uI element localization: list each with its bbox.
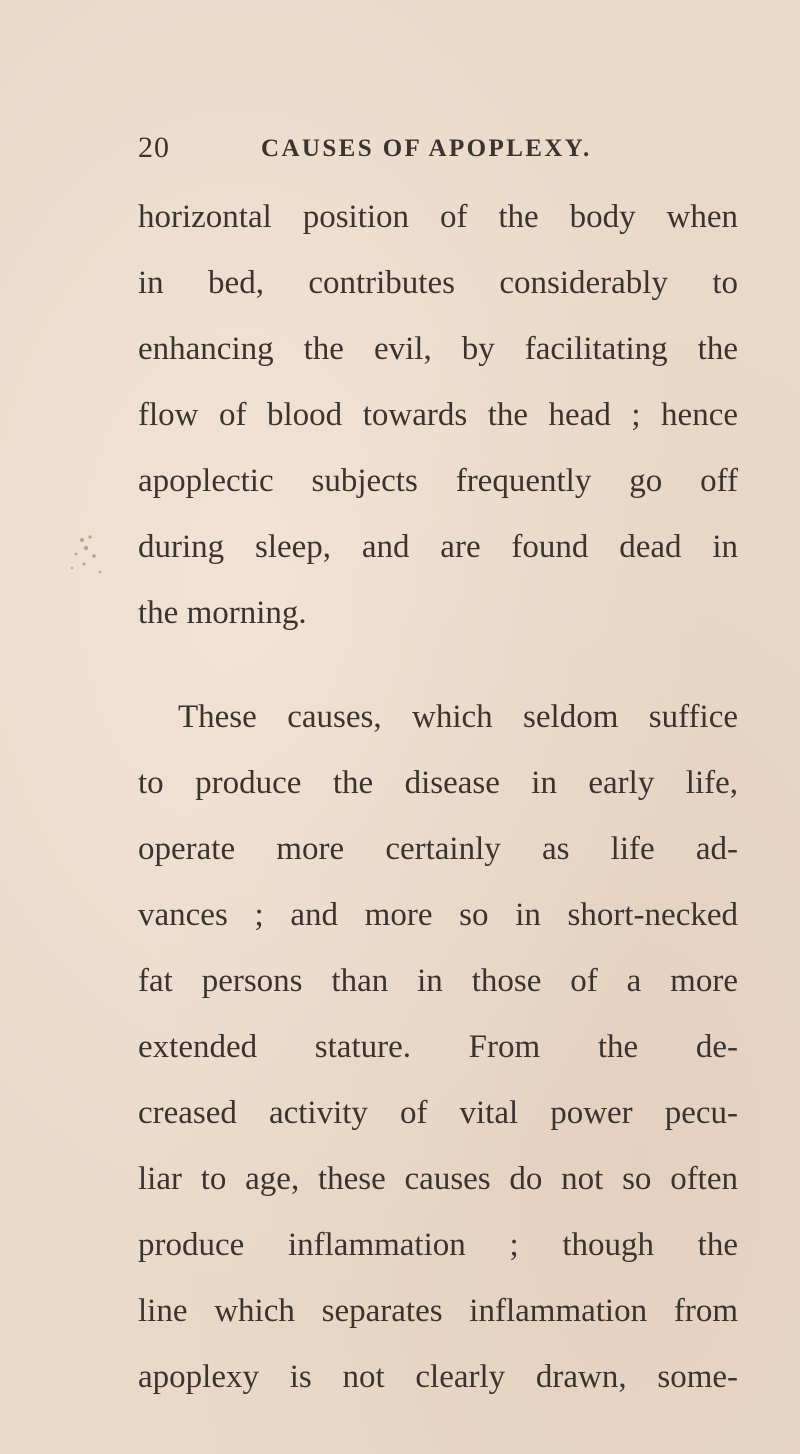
margin-stain-icon xyxy=(60,528,120,578)
running-head: CAUSES OF APOPLEXY. xyxy=(261,135,592,162)
text-line: to produce the disease in early life, xyxy=(138,765,738,801)
text-line: vances ; and more so in short-necked xyxy=(138,897,738,933)
text-line: apoplectic subjects frequently go off xyxy=(138,463,738,499)
text-line: extended stature. From the de- xyxy=(138,1029,738,1065)
text-line: fat persons than in those of a more xyxy=(138,963,738,999)
text-line: These causes, which seldom suffice xyxy=(178,699,738,735)
page-number: 20 xyxy=(138,131,170,164)
text-line: the morning. xyxy=(138,595,307,631)
text-line: liar to age, these causes do not so often xyxy=(138,1161,738,1197)
text-line: in bed, contributes considerably to xyxy=(138,265,738,301)
text-line: enhancing the evil, by facilitating the xyxy=(138,331,738,367)
paragraph xyxy=(138,688,738,1414)
text-line: creased activity of vital power pecu- xyxy=(138,1095,738,1131)
text-line: produce inflammation ; though the xyxy=(138,1227,738,1263)
paragraph-gap xyxy=(138,650,738,688)
text-line: apoplexy is not clearly drawn, some- xyxy=(138,1359,738,1395)
text-line: flow of blood towards the head ; hence xyxy=(138,397,738,433)
text-line: line which separates inflammation from xyxy=(138,1293,738,1329)
paragraph xyxy=(138,188,738,650)
text-line: during sleep, and are found dead in xyxy=(138,529,738,565)
page-header xyxy=(138,130,738,170)
body-text xyxy=(138,188,738,1414)
text-line: horizontal position of the body when xyxy=(138,199,738,235)
text-line: operate more certainly as life ad- xyxy=(138,831,738,867)
